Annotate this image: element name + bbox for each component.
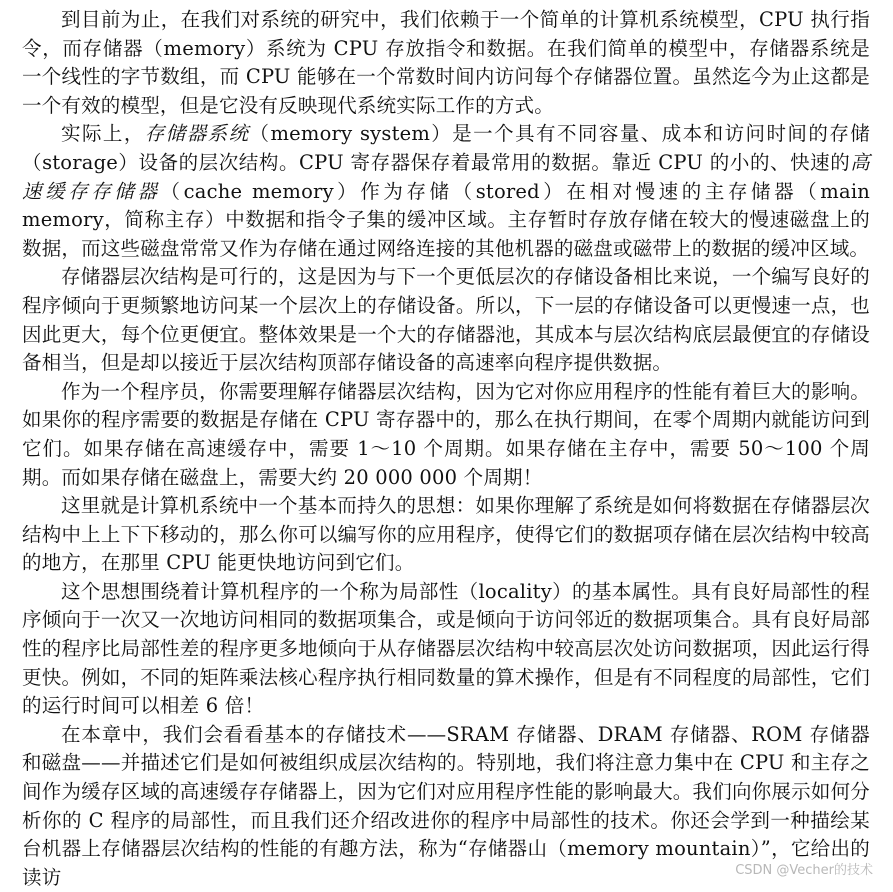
- watermark: CSDN @Vecher的技术: [735, 863, 873, 878]
- term-memory-system: 存储器系统: [144, 122, 250, 146]
- paragraph-locality: 这个思想围绕着计算机程序的一个称为局部性（locality）的基本属性。具有良好局部性的程序倾向于一次又一次地访问相同的数据项集合，或是倾向于访问邻近的数据项集合。具有良好局部性的程序比局部性差的程序更多地倾向于从存储器层次结构中较高层次处访问数据项，因此运行得更快。例如，不同的矩阵乘法核心程序执行相同数量的算术操作，但是有不同程度的局部性，它们的运行时间可以相差 6 倍！: [22, 579, 870, 718]
- paragraph-intro: 到目前为止，在我们对系统的研究中，我们依赖于一个简单的计算机系统模型，CPU 执行指令，而存储器（memory）系统为 CPU 存放指令和数据。在我们简单的模型中，存储器系统是一个线性的字节数组，而 CPU 能够在一个常数时间内访问每个存储器位置。虽然迄今为止这都是一个有效的模型，但是它没有反映现代系统实际工作的方式。: [22, 8, 870, 117]
- body-text: [22, 6, 870, 892]
- paragraph-memory-system-part3: （cache memory）作为存储（stored）在相对慢速的主存储器（main memory，简称主存）中数据和指令子集的缓冲区域。主存暂时存放存储在较大的慢速磁盘上的数据，而这些磁盘常常又作为存储在通过网络连接的其他机器的磁盘或磁带上的数据的缓冲区域。: [22, 179, 871, 260]
- paragraph-memory-system-part1: 实际上，: [61, 122, 145, 146]
- term-cache-memory: 高速缓存存储器: [22, 150, 870, 203]
- paragraph-hierarchy-feasible: 存储器层次结构是可行的，这是因为与下一个更低层次的存储设备相比来说，一个编写良好的程序倾向于更频繁地访问某一个层次上的存储设备。所以，下一层的存储设备可以更慢速一点，也因此更大，每个位更便宜。整体效果是一个大的存储器池，其成本与层次结构底层最便宜的存储设备相当，但是却以接近于层次结构顶部存储设备的高速率向程序提供数据。: [22, 265, 870, 375]
- paragraph-memory-system-part2: （memory system）是一个具有不同容量、成本和访问时间的存储（storage）设备的层次结构。CPU 寄存器保存着最常用的数据。靠近 CPU 的小的、快速的: [22, 122, 870, 174]
- paragraph-programmer-impact: 作为一个程序员，你需要理解存储器层次结构，因为它对你应用程序的性能有着巨大的影响。如果你的程序需要的数据是存储在 CPU 寄存器中的，那么在执行期间，在零个周期内就能访问到它们。如果存储在高速缓存中，需要 1～10 个周期。如果存储在主存中，需要 50～100 个周期。而如果存储在磁盘上，需要大约 20 000 000 个周期！: [22, 379, 870, 489]
- paragraph-chapter-overview: 在本章中，我们会看看基本的存储技术——SRAM 存储器、DRAM 存储器、ROM 存储器和磁盘——并描述它们是如何被组织成层次结构的。特别地，我们将注意力集中在 CPU 和主存之间作为缓存区域的高速缓存存储器上，因为它们对应用程序性能的影响最大。我们向你展示如何分析你的 C 程序的局部性，而且我们还介绍改进你的程序中局部性的技术。你还会学到一种描绘某台机器上存储器层次结构的性能的有趣方法，称为“存储器山（memory mountain）”，它给出的读访: [22, 722, 870, 889]
- paragraph-memory-system: [22, 120, 870, 263]
- paragraph-fundamental-idea: 这里就是计算机系统中一个基本而持久的思想：如果你理解了系统是如何将数据在存储器层次结构中上上下下移动的，那么你可以编写你的应用程序，使得它们的数据项存储在层次结构中较高的地方，在那里 CPU 能更快地访问到它们。: [22, 494, 870, 575]
